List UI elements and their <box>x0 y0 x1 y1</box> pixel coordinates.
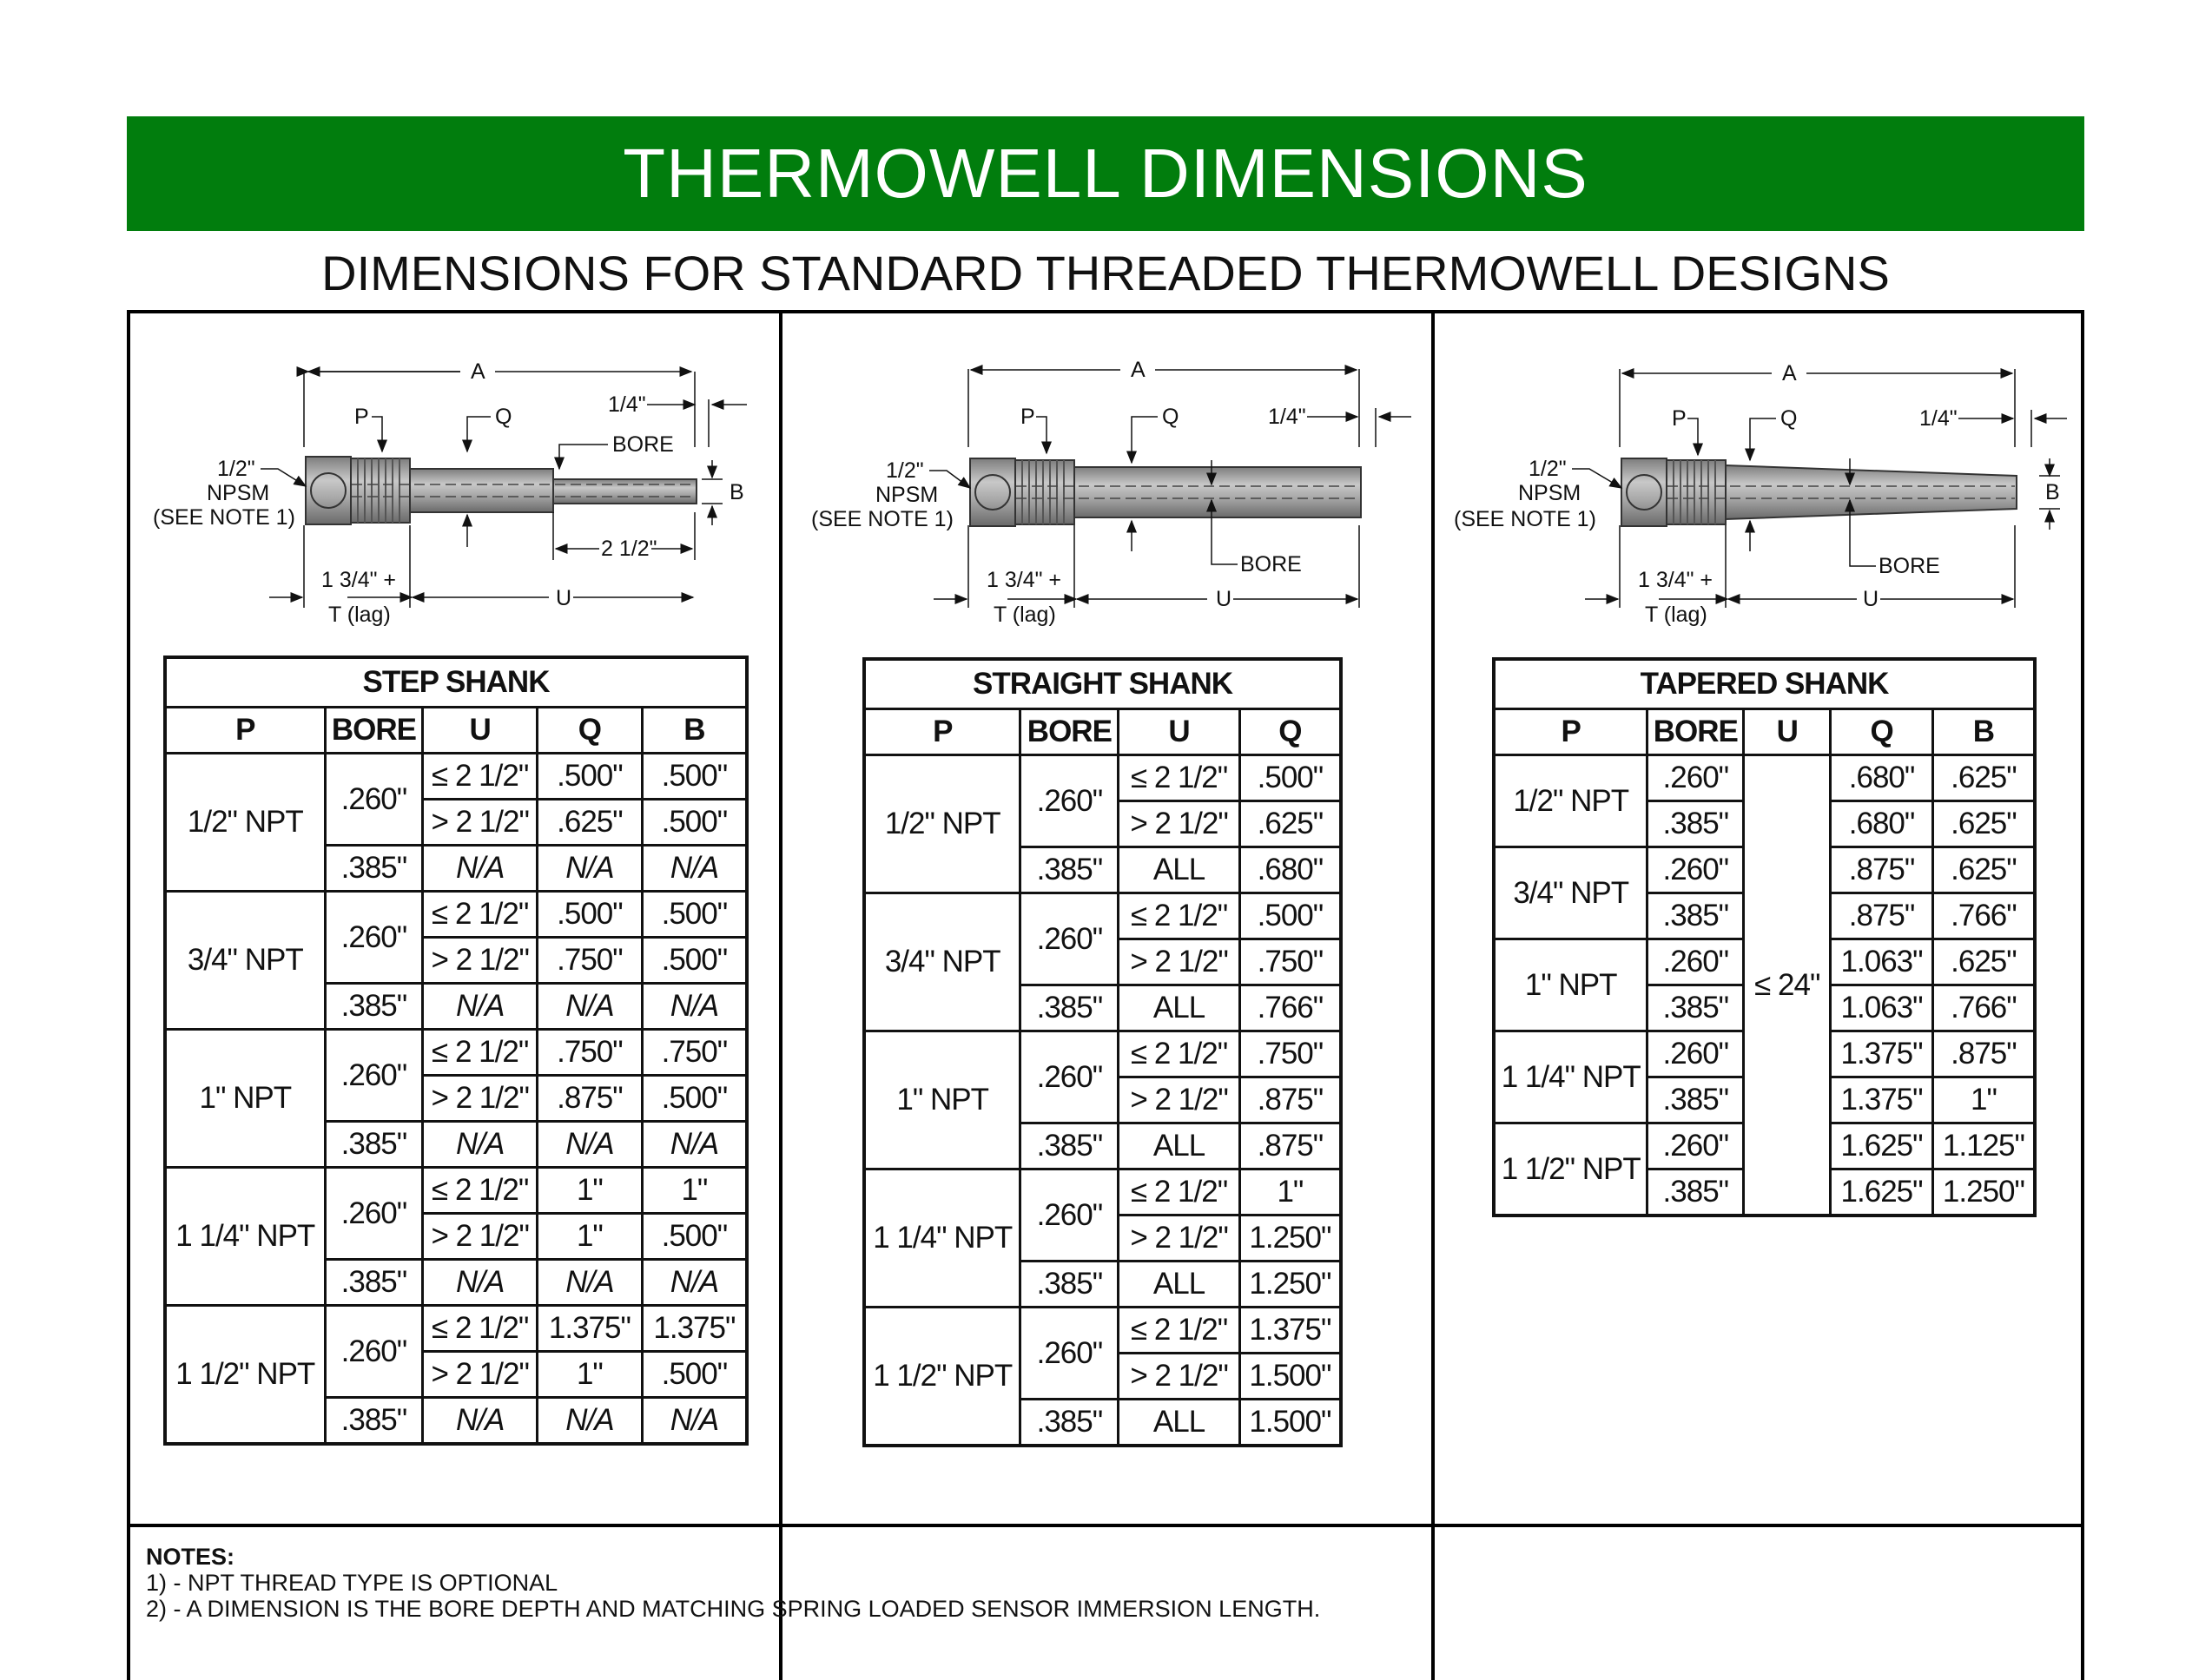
table-cell: 1.125" <box>1932 1123 2035 1169</box>
bore-cell: .260" <box>1647 755 1744 801</box>
table-cell: .500" <box>642 938 747 984</box>
pipe-size-cell: 1 1/4" NPT <box>1494 1031 1647 1123</box>
column-header: BORE <box>1020 709 1119 755</box>
table-header-row <box>1494 709 2035 755</box>
table-header-row <box>165 708 747 754</box>
table-cell: N/A <box>642 1260 747 1306</box>
dim-a-label: A <box>471 359 485 384</box>
pipe-size-cell: 3/4" NPT <box>864 893 1020 1031</box>
table-cell: .766" <box>1932 893 2035 939</box>
lag-label-2: T (lag) <box>994 603 1056 627</box>
table-cell: N/A <box>423 1398 538 1445</box>
bore-cell: .260" <box>325 1168 423 1260</box>
table-cell: > 2 1/2" <box>423 1352 538 1398</box>
pipe-size-cell: 1 1/2" NPT <box>1494 1123 1647 1216</box>
column-header: Q <box>1831 709 1933 755</box>
page-subtitle: DIMENSIONS FOR STANDARD THREADED THERMOWELL DESIGNS <box>321 246 1890 300</box>
table-cell: ALL <box>1119 1123 1240 1169</box>
bore-cell: .260" <box>1647 1123 1744 1169</box>
npsm-label-2: NPSM <box>875 483 939 507</box>
table-title-row <box>864 659 1341 709</box>
dim-bore-label: BORE <box>1879 554 1940 578</box>
table-cell: N/A <box>423 1260 538 1306</box>
bore-cell: .260" <box>1020 755 1119 847</box>
column-header: P <box>864 709 1020 755</box>
table-cell: 1" <box>538 1214 643 1260</box>
notes-section <box>146 1544 1320 1622</box>
table-cell: 1" <box>642 1168 747 1214</box>
table-header-row <box>864 709 1341 755</box>
bore-cell: .385" <box>1647 1169 1744 1216</box>
npsm-label-1: 1/2" <box>1529 457 1567 481</box>
bore-cell: .260" <box>1020 1031 1119 1123</box>
npsm-label-1: 1/2" <box>217 457 255 481</box>
dim-quarter-label: 1/4" <box>608 392 646 417</box>
table-cell: .750" <box>538 938 643 984</box>
table-cell: .680" <box>1239 847 1341 893</box>
table-title: STRAIGHT SHANK <box>864 659 1341 709</box>
bore-cell: .260" <box>325 1306 423 1398</box>
table-cell: 1.063" <box>1831 985 1933 1031</box>
bore-cell: .260" <box>325 1030 423 1122</box>
table-cell: 1.250" <box>1932 1169 2035 1216</box>
npsm-label-3: (SEE NOTE 1) <box>153 505 295 530</box>
dim-quarter-label: 1/4" <box>1268 405 1306 429</box>
table-cell: ≤ 2 1/2" <box>1119 1031 1240 1077</box>
table-cell: > 2 1/2" <box>1119 939 1240 985</box>
table-cell: 1.375" <box>1831 1077 1933 1123</box>
table-cell: .750" <box>642 1030 747 1076</box>
table-cell: ALL <box>1119 847 1240 893</box>
lag-label-1: 1 3/4" + <box>321 568 397 592</box>
table-cell: .500" <box>642 1076 747 1122</box>
table-cell: 1" <box>1239 1169 1341 1216</box>
table-cell: .680" <box>1831 755 1933 801</box>
table-cell: ALL <box>1119 1400 1240 1446</box>
table-cell: N/A <box>423 846 538 892</box>
u-all-cell: ≤ 24" <box>1744 755 1831 1216</box>
pipe-size-cell: 1 1/2" NPT <box>165 1306 325 1445</box>
table-cell: N/A <box>642 846 747 892</box>
table-cell: .500" <box>642 892 747 938</box>
table-cell: .500" <box>642 754 747 800</box>
straight-shank-table <box>862 657 1343 1447</box>
bore-cell: .260" <box>1647 847 1744 893</box>
pipe-size-cell: 1" NPT <box>165 1030 325 1168</box>
step-shank-diagram <box>139 347 764 642</box>
table-row <box>165 1306 747 1352</box>
title-banner <box>127 116 2084 231</box>
bore-cell: .260" <box>1020 1308 1119 1400</box>
table-cell: .625" <box>1932 801 2035 847</box>
npsm-label-3: (SEE NOTE 1) <box>811 507 954 531</box>
notes-divider <box>127 1524 2084 1527</box>
table-cell: 1.375" <box>538 1306 643 1352</box>
column-header: Q <box>538 708 643 754</box>
table-cell: N/A <box>538 846 643 892</box>
note-1: 1) - NPT THREAD TYPE IS OPTIONAL <box>146 1570 558 1596</box>
table-cell: > 2 1/2" <box>423 800 538 846</box>
table-cell: N/A <box>538 1260 643 1306</box>
bore-cell: .385" <box>325 1260 423 1306</box>
npsm-label-2: NPSM <box>207 481 270 505</box>
table-cell: N/A <box>423 1122 538 1168</box>
bore-cell: .385" <box>1647 985 1744 1031</box>
table-cell: N/A <box>642 1122 747 1168</box>
table-cell: N/A <box>538 984 643 1030</box>
table-cell: 1.500" <box>1239 1400 1341 1446</box>
table-cell: .500" <box>1239 893 1341 939</box>
table-row <box>864 1308 1341 1354</box>
table-row <box>165 754 747 800</box>
dim-quarter-label: 1/4" <box>1919 406 1958 431</box>
table-cell: .750" <box>538 1030 643 1076</box>
straight-shank-diagram <box>799 347 1424 642</box>
table-cell: > 2 1/2" <box>423 938 538 984</box>
dim-b-label: B <box>2045 480 2060 504</box>
table-cell: 1" <box>1932 1077 2035 1123</box>
table-row <box>165 1030 747 1076</box>
bore-cell: .260" <box>1020 893 1119 985</box>
lag-label-1: 1 3/4" + <box>1638 568 1713 592</box>
pipe-size-cell: 1" NPT <box>864 1031 1020 1169</box>
column-header: U <box>423 708 538 754</box>
table-cell: > 2 1/2" <box>423 1214 538 1260</box>
dim-q-label: Q <box>1162 405 1179 429</box>
table-title-row <box>1494 659 2035 709</box>
table-cell: ≤ 2 1/2" <box>423 892 538 938</box>
lag-label-1: 1 3/4" + <box>987 568 1062 592</box>
dim-p-label: P <box>354 405 369 429</box>
column-header: Q <box>1239 709 1341 755</box>
table-row <box>864 755 1341 801</box>
table-cell: > 2 1/2" <box>1119 1077 1240 1123</box>
table-cell: ≤ 2 1/2" <box>423 1306 538 1352</box>
table-cell: .625" <box>1932 847 2035 893</box>
bore-cell: .385" <box>1020 1400 1119 1446</box>
table-title-row <box>165 657 747 708</box>
table-cell: 1.375" <box>1831 1031 1933 1077</box>
table-cell: ≤ 2 1/2" <box>423 754 538 800</box>
table-cell: 1.375" <box>1239 1308 1341 1354</box>
table-row <box>165 1168 747 1214</box>
table-cell: ≤ 2 1/2" <box>1119 1308 1240 1354</box>
table-title: STEP SHANK <box>165 657 747 708</box>
table-row <box>1494 755 2035 801</box>
table-cell: 1.500" <box>1239 1354 1341 1400</box>
table-cell: 1.625" <box>1831 1169 1933 1216</box>
table-cell: .875" <box>1932 1031 2035 1077</box>
table-cell: ≤ 2 1/2" <box>1119 755 1240 801</box>
dim-u-label: U <box>1216 587 1232 611</box>
tapered-shank-diagram <box>1442 347 2076 642</box>
table-row <box>864 893 1341 939</box>
table-cell: 1.250" <box>1239 1216 1341 1262</box>
dim-b-label: B <box>730 480 744 504</box>
bore-cell: .260" <box>1647 939 1744 985</box>
bore-cell: .260" <box>1647 1031 1744 1077</box>
pipe-size-cell: 1 1/4" NPT <box>165 1168 325 1306</box>
table-cell: .680" <box>1831 801 1933 847</box>
bore-cell: .385" <box>325 984 423 1030</box>
table-cell: N/A <box>642 1398 747 1445</box>
dim-u-label: U <box>556 586 572 610</box>
table-cell: .625" <box>1239 801 1341 847</box>
column-header: P <box>165 708 325 754</box>
pipe-size-cell: 1/2" NPT <box>165 754 325 892</box>
bore-cell: .260" <box>325 754 423 846</box>
pipe-size-cell: 3/4" NPT <box>1494 847 1647 939</box>
bore-cell: .385" <box>1647 893 1744 939</box>
table-cell: .625" <box>1932 755 2035 801</box>
column-header: P <box>1494 709 1647 755</box>
lag-label-2: T (lag) <box>1645 603 1707 627</box>
table-cell: .500" <box>1239 755 1341 801</box>
table-cell: ≤ 2 1/2" <box>1119 1169 1240 1216</box>
column-divider-1 <box>779 310 782 1680</box>
table-cell: 1.375" <box>642 1306 747 1352</box>
table-cell: .500" <box>642 1214 747 1260</box>
table-cell: > 2 1/2" <box>1119 801 1240 847</box>
table-row <box>864 1169 1341 1216</box>
column-header: U <box>1119 709 1240 755</box>
table-cell: .875" <box>1239 1077 1341 1123</box>
table-cell: .875" <box>1831 893 1933 939</box>
table-cell: .500" <box>642 1352 747 1398</box>
bore-cell: .385" <box>1647 801 1744 847</box>
page-title: THERMOWELL DIMENSIONS <box>623 135 1588 212</box>
table-cell: .875" <box>1239 1123 1341 1169</box>
table-cell: ≤ 2 1/2" <box>1119 893 1240 939</box>
bore-cell: .260" <box>325 892 423 984</box>
table-cell: 1.250" <box>1239 1262 1341 1308</box>
pipe-size-cell: 1/2" NPT <box>1494 755 1647 847</box>
dim-p-label: P <box>1020 405 1035 429</box>
table-cell: .500" <box>642 800 747 846</box>
pipe-size-cell: 1/2" NPT <box>864 755 1020 893</box>
tapered-shank-table <box>1492 657 2037 1217</box>
column-header: BORE <box>325 708 423 754</box>
table-title: TAPERED SHANK <box>1494 659 2035 709</box>
table-cell: .625" <box>1932 939 2035 985</box>
dim-q-label: Q <box>1780 406 1798 431</box>
table-cell: N/A <box>538 1122 643 1168</box>
table-cell: .500" <box>538 754 643 800</box>
dim-u-label: U <box>1863 587 1879 611</box>
dim-two-half-label: 2 1/2" <box>601 537 657 561</box>
table-cell: N/A <box>538 1398 643 1445</box>
pipe-size-cell: 1 1/2" NPT <box>864 1308 1020 1446</box>
column-header: B <box>642 708 747 754</box>
table-cell: N/A <box>423 984 538 1030</box>
npsm-label-2: NPSM <box>1518 481 1581 505</box>
bore-cell: .385" <box>1020 1262 1119 1308</box>
pipe-size-cell: 1 1/4" NPT <box>864 1169 1020 1308</box>
bore-cell: .385" <box>325 1122 423 1168</box>
note-2: 2) - A DIMENSION IS THE BORE DEPTH AND MATCHING SPRING LOADED SENSOR IMMERSION LENGTH. <box>146 1596 1321 1622</box>
notes-title: NOTES: <box>146 1544 235 1570</box>
bore-cell: .385" <box>1020 847 1119 893</box>
table-cell: .750" <box>1239 939 1341 985</box>
table-cell: .625" <box>538 800 643 846</box>
dim-bore-label: BORE <box>1240 552 1302 576</box>
table-row <box>165 892 747 938</box>
table-cell: 1.625" <box>1831 1123 1933 1169</box>
table-cell: N/A <box>642 984 747 1030</box>
bore-cell: .385" <box>325 846 423 892</box>
table-cell: .766" <box>1932 985 2035 1031</box>
table-cell: > 2 1/2" <box>423 1076 538 1122</box>
bore-cell: .385" <box>1020 1123 1119 1169</box>
table-row <box>864 1031 1341 1077</box>
dim-a-label: A <box>1131 358 1146 382</box>
step-shank-table <box>163 656 749 1446</box>
bore-cell: .385" <box>1647 1077 1744 1123</box>
table-cell: > 2 1/2" <box>1119 1216 1240 1262</box>
column-header: BORE <box>1647 709 1744 755</box>
table-cell: 1" <box>538 1352 643 1398</box>
dim-a-label: A <box>1782 361 1797 385</box>
npsm-label-3: (SEE NOTE 1) <box>1454 507 1596 531</box>
table-cell: > 2 1/2" <box>1119 1354 1240 1400</box>
table-cell: ALL <box>1119 985 1240 1031</box>
dim-p-label: P <box>1672 406 1687 431</box>
bore-cell: .385" <box>1020 985 1119 1031</box>
pipe-size-cell: 1" NPT <box>1494 939 1647 1031</box>
table-cell: .875" <box>1831 847 1933 893</box>
table-cell: 1.063" <box>1831 939 1933 985</box>
table-cell: ALL <box>1119 1262 1240 1308</box>
column-divider-2 <box>1431 310 1435 1680</box>
dim-q-label: Q <box>495 405 512 429</box>
column-header: U <box>1744 709 1831 755</box>
table-cell: .500" <box>538 892 643 938</box>
table-cell: .766" <box>1239 985 1341 1031</box>
bore-cell: .385" <box>325 1398 423 1445</box>
table-cell: .875" <box>538 1076 643 1122</box>
lag-label-2: T (lag) <box>328 603 391 627</box>
table-cell: 1" <box>538 1168 643 1214</box>
dim-bore-label: BORE <box>612 432 674 457</box>
pipe-size-cell: 3/4" NPT <box>165 892 325 1030</box>
table-cell: .750" <box>1239 1031 1341 1077</box>
table-cell: ≤ 2 1/2" <box>423 1168 538 1214</box>
table-cell: ≤ 2 1/2" <box>423 1030 538 1076</box>
bore-cell: .260" <box>1020 1169 1119 1262</box>
column-header: B <box>1932 709 2035 755</box>
npsm-label-1: 1/2" <box>886 458 924 483</box>
